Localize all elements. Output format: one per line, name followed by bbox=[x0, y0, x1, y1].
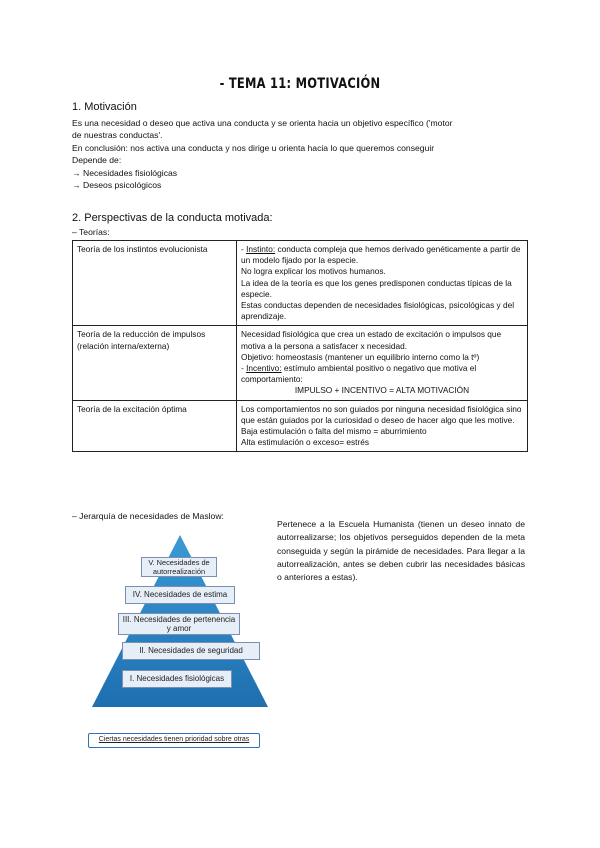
theory-description: - Instinto: conducta compleja que hemos derivado genéticamente a partir de un modelo fijado por la especie. No logra explicar los motivos humanos. La idea de la teoría es que los genes predisponen conductas típicas de la especie. Estas conductas dependen de necesidades fisiológicas, psicológicas y del aprendizaje. bbox=[237, 241, 528, 326]
maslow-heading: – Jerarquía de necesidades de Maslow: bbox=[72, 511, 224, 521]
section1-line: de nuestras conductas'. bbox=[72, 130, 163, 141]
theory-text: Objetivo: homeostasis (mantener un equilibrio interno como la tº) bbox=[241, 351, 480, 362]
term: Instinto: bbox=[246, 244, 276, 254]
teorias-label: – Teorías: bbox=[72, 227, 110, 237]
section1-body bbox=[72, 117, 532, 191]
theory-description: Necesidad fisiológica que crea un estado de excitación o impulsos que motiva a la persona a satisfacer x necesidad. Objetivo: homeostasis (mantener un equilibrio interno como la tº) - Incentivo: estímulo ambiental positivo o negativo que motiva el comportamiento: IMPULSO + INCENTIVO = ALTA MOTIVACIÓN bbox=[237, 326, 528, 400]
formula: IMPULSO + INCENTIVO = ALTA MOTIVACIÓN bbox=[294, 385, 470, 396]
section1-line: Es una necesidad o deseo que activa una conducta y se orienta hacia un objetivo específico ('motor bbox=[72, 118, 453, 128]
theory-text: Los comportamientos no son guiados por ninguna necesidad fisiológica sino que están guiados por la curiosidad o deseo de hacer algo que les motive. bbox=[241, 403, 522, 425]
theories-table bbox=[72, 240, 528, 452]
pyramid-level-4: IV. Necesidades de estima bbox=[125, 586, 235, 604]
priority-note: Ciertas necesidades tienen prioridad sobre otras bbox=[88, 733, 260, 748]
table-row bbox=[73, 400, 528, 452]
theory-text: conducta compleja que hemos derivado genéticamente a partir de un modelo fijado por la especie. bbox=[241, 244, 521, 266]
theory-text: estímulo ambiental positivo o negativo que motiva el comportamiento: bbox=[241, 363, 477, 385]
theory-text: Estas conductas dependen de necesidades fisiológicas, psicológicas y del aprendizaje. bbox=[241, 300, 515, 322]
term: Incentivo: bbox=[246, 363, 282, 374]
theory-text: Alta estimulación o exceso= estrés bbox=[241, 437, 369, 448]
theory-description bbox=[237, 400, 528, 452]
pyramid-level-1: I. Necesidades fisiológicas bbox=[122, 670, 232, 688]
table-row bbox=[73, 326, 528, 400]
pyramid-level-2: II. Necesidades de seguridad bbox=[122, 642, 260, 660]
table-row bbox=[73, 241, 528, 326]
depende-label: Depende de: bbox=[72, 155, 122, 166]
section1-line: En conclusión: nos activa una conducta y nos dirige u orienta hacia lo que queremos conseguir bbox=[72, 142, 435, 153]
theory-text: No logra explicar los motivos humanos. bbox=[241, 266, 386, 277]
theory-name: Teoría de la reducción de impulsos (relación interna/externa) bbox=[73, 326, 237, 400]
theory-text: Necesidad fisiológica que crea un estado de excitación o impulsos que motiva a la persona a satisfacer x necesidad. bbox=[241, 329, 502, 351]
pyramid-level-3: III. Necesidades de pertenencia y amor bbox=[118, 613, 240, 635]
maslow-description: Pertenece a la Escuela Humanista (tienen un deseo innato de autorrealizarse; los objetivos perseguidos dependen de la meta conseguida y según la pirámide de necesidades. Para llegar a la autorrealización, antes se deben cubrir las necesidades básicas o anteriores a estas). bbox=[277, 519, 525, 583]
list-item: → Necesidades fisiológicas bbox=[72, 167, 178, 178]
theory-text: Baja estimulación o falta del mismo = aburrimiento bbox=[241, 426, 427, 437]
page-title: - TEMA 11: MOTIVACIÓN bbox=[219, 76, 381, 92]
theory-name: Teoría de los instintos evolucionista bbox=[73, 241, 237, 326]
list-item: → Deseos psicológicos bbox=[72, 180, 162, 191]
section1-heading: 1. Motivación bbox=[72, 101, 137, 113]
theory-text: La idea de la teoría es que los genes predisponen conductas típicas de la especie. bbox=[241, 277, 512, 299]
pyramid-level-5: V. Necesidades de autorrealización bbox=[141, 557, 217, 577]
theory-name: Teoría de la excitación óptima bbox=[73, 400, 237, 452]
section2-heading: 2. Perspectivas de la conducta motivada: bbox=[72, 212, 273, 224]
